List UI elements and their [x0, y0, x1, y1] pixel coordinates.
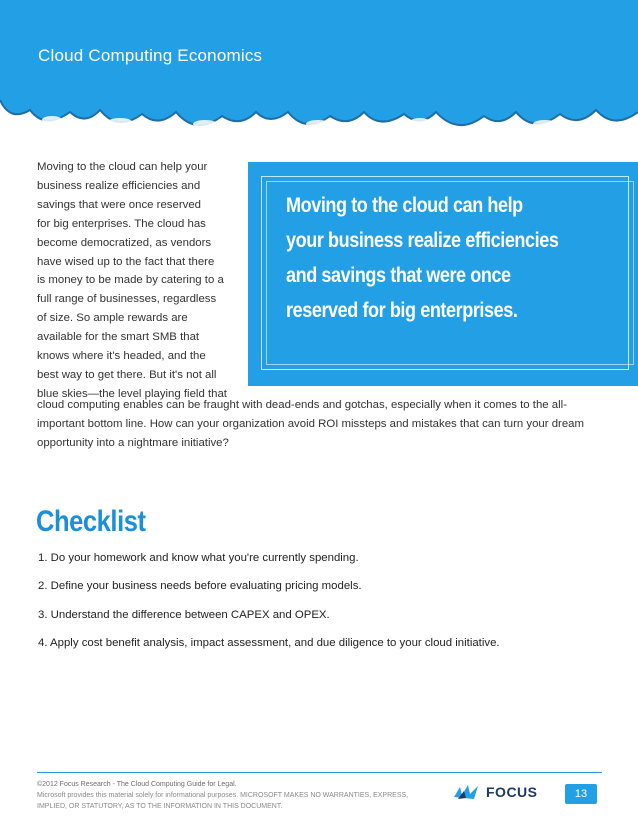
pullquote-line: Moving to the cloud can help: [286, 194, 523, 217]
intro-line: become democratized, as vendors: [37, 236, 212, 249]
intro-line: cloud computing enables can be fraught with dead-ends and gotchas, especially when it comes to the all-: [37, 399, 567, 411]
intro-line: important bottom line. How can your organization avoid ROI missteps and mistakes that can turn your dream: [37, 417, 585, 430]
page-number: 13: [565, 784, 597, 804]
footer-legal: [37, 779, 437, 812]
intro-line: have wised up to the fact that there: [37, 255, 215, 268]
intro-line: of size. So ample rewards are: [37, 312, 188, 325]
checklist-item: 1. Do your homework and know what you're currently spending.: [38, 552, 359, 564]
intro-line: opportunity into a nightmare initiative?: [37, 436, 229, 449]
page-title: Cloud Computing Economics: [38, 46, 263, 65]
header-banner: [0, 0, 638, 150]
focus-logo: [452, 783, 552, 805]
pullquote-text: [286, 188, 561, 328]
pullquote-line: reserved for big enterprises.: [286, 299, 518, 322]
checklist-item: 3. Understand the difference between CAPEX and OPEX.: [38, 608, 330, 621]
disclaimer-text: Microsoft provides this material solely for informational purposes. MICROSOFT MAKES NO WARRANTIES, EXPRESS,: [37, 792, 409, 799]
cloud-banner-graphic: [0, 0, 638, 150]
logo-wordmark: FOCUS: [486, 784, 538, 800]
pullquote-line: and savings that were once: [286, 264, 511, 287]
focus-wing-icon: [452, 783, 482, 803]
intro-paragraph: [37, 158, 252, 404]
intro-line: full range of businesses, regardless: [37, 293, 217, 306]
intro-line: business realize efficiencies and: [37, 179, 201, 192]
intro-line: Moving to the cloud can help your: [37, 161, 208, 173]
checklist: [38, 549, 618, 662]
checklist-heading: Checklist: [36, 505, 146, 538]
intro-line: blue skies—the level playing field that: [37, 387, 227, 400]
intro-line: knows where it's headed, and the: [37, 350, 206, 363]
intro-line: for big enterprises. The cloud has: [37, 217, 206, 230]
pullquote-line: your business realize efficiencies: [286, 229, 559, 252]
intro-line: is money to be made by catering to a: [37, 274, 224, 287]
intro-line: best way to get there. But it's not all: [37, 368, 217, 381]
intro-line: available for the smart SMB that: [37, 331, 200, 344]
copyright-text: ©2012 Focus Research - The Cloud Computing Guide for Legal.: [37, 781, 237, 788]
footer-divider: [37, 772, 602, 773]
disclaimer-text: IMPLIED, OR STATUTORY, AS TO THE INFORMATION IN THIS DOCUMENT.: [37, 803, 283, 810]
intro-continuation: [37, 396, 607, 453]
intro-line: savings that were once reserved: [37, 198, 201, 211]
checklist-item: 2. Define your business needs before evaluating pricing models.: [38, 580, 362, 593]
pullquote-box: [248, 162, 638, 386]
checklist-item: 4. Apply cost benefit analysis, impact assessment, and due diligence to your cloud initiative.: [38, 636, 500, 649]
